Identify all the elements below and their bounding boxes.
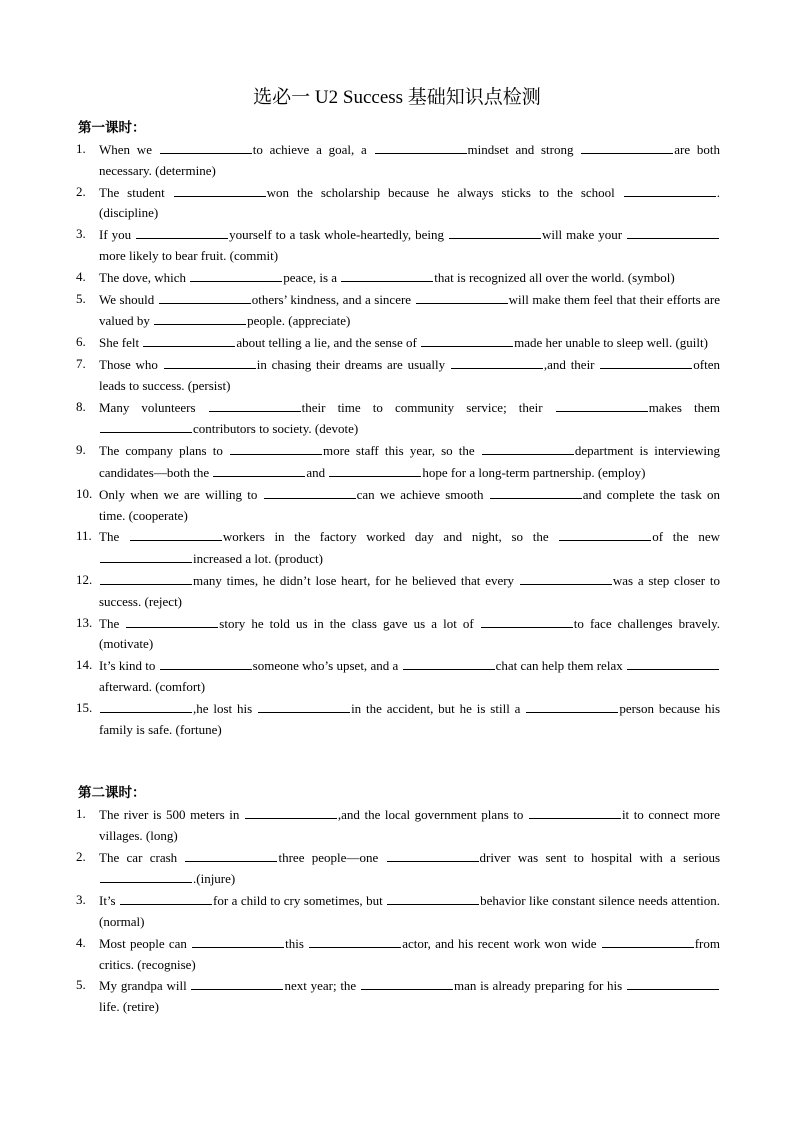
question-item xyxy=(76,698,720,741)
question-item xyxy=(76,847,720,891)
question-number: 10. xyxy=(76,485,93,501)
question-text: afterward. (comfort) xyxy=(99,678,206,694)
question-text: She felt xyxy=(99,335,143,351)
question-text: will make them feel that their efforts are valued by xyxy=(99,291,721,329)
answer-blank[interactable] xyxy=(100,548,192,563)
question-text: My grandpa will xyxy=(99,978,191,994)
question-text: department is interviewing candidates—both the xyxy=(99,443,720,480)
answer-blank[interactable] xyxy=(100,868,192,883)
question-text: this xyxy=(285,935,309,951)
answer-blank[interactable] xyxy=(190,267,282,282)
question-text: increased a lot. (product) xyxy=(193,551,323,567)
question-number: 13. xyxy=(76,614,93,630)
question-text: .(injure) xyxy=(193,871,236,887)
answer-blank[interactable] xyxy=(136,224,228,239)
question-text: others’ kindness, and a sincere xyxy=(251,291,415,307)
question-text: The company plans to xyxy=(99,443,230,459)
answer-blank[interactable] xyxy=(185,847,277,862)
answer-blank[interactable] xyxy=(154,310,246,325)
question-number: 1. xyxy=(76,141,86,156)
answer-blank[interactable] xyxy=(375,139,467,154)
question-text: and xyxy=(306,464,329,480)
question-item xyxy=(76,975,720,1018)
question-number: 3. xyxy=(76,892,86,908)
question-item xyxy=(76,267,720,289)
question-number: 6. xyxy=(76,334,86,350)
question-text: made her unable to sleep well. (guilt) xyxy=(514,335,708,351)
answer-blank[interactable] xyxy=(482,440,574,455)
answer-blank[interactable] xyxy=(451,354,543,369)
question-text: someone who’s upset, and a xyxy=(252,658,402,674)
question-text: ,he lost his xyxy=(193,700,258,716)
answer-blank[interactable] xyxy=(209,397,301,412)
answer-blank[interactable] xyxy=(559,526,651,541)
question-number: 2. xyxy=(76,848,86,864)
answer-blank[interactable] xyxy=(159,289,251,304)
question-text: of the new xyxy=(652,529,721,545)
question-text: their time to community service; their xyxy=(301,399,555,415)
page-title: 选必一 U2 Success 基础知识点检测 xyxy=(253,87,541,108)
question-text: can we achieve smooth xyxy=(356,486,489,502)
answer-blank[interactable] xyxy=(192,933,284,948)
answer-blank[interactable] xyxy=(100,418,192,433)
question-text: The river is 500 meters in xyxy=(99,807,244,822)
answer-blank[interactable] xyxy=(120,890,212,905)
question-item xyxy=(76,613,720,656)
question-text: person because his family is safe. (fortune) xyxy=(99,700,720,737)
answer-blank[interactable] xyxy=(264,484,356,499)
question-text: for a child to cry sometimes, but xyxy=(213,893,387,909)
question-text: won the scholarship because he always sticks to the school xyxy=(266,184,623,200)
answer-blank[interactable] xyxy=(581,139,673,154)
answer-blank[interactable] xyxy=(126,613,218,628)
answer-blank[interactable] xyxy=(526,698,618,713)
answer-blank[interactable] xyxy=(490,484,582,499)
answer-blank[interactable] xyxy=(164,354,256,369)
question-text: more staff this year, so the xyxy=(323,443,481,459)
answer-blank[interactable] xyxy=(309,933,401,948)
question-number: 5. xyxy=(76,977,86,993)
answer-blank[interactable] xyxy=(387,890,479,905)
question-text: often leads to success. (persist) xyxy=(99,356,720,393)
question-number: 7. xyxy=(76,355,86,371)
question-text: If you xyxy=(99,227,136,243)
question-text: from critics. (recognise) xyxy=(99,935,720,972)
question-item xyxy=(76,397,720,441)
question-item xyxy=(76,484,720,527)
answer-blank[interactable] xyxy=(449,224,541,239)
question-text: hope for a long-term partnership. (employ) xyxy=(422,464,646,480)
question-text: When we xyxy=(99,142,159,157)
answer-blank[interactable] xyxy=(329,462,421,477)
question-text: Only when we are willing to xyxy=(99,486,263,502)
answer-blank[interactable] xyxy=(100,698,192,713)
question-item xyxy=(76,354,720,397)
answer-blank[interactable] xyxy=(556,397,648,412)
question-item xyxy=(76,655,720,698)
question-text: Most people can xyxy=(99,935,192,951)
question-number: 4. xyxy=(76,934,86,950)
question-text: three people—one xyxy=(278,849,386,865)
question-text: Those who xyxy=(99,356,163,372)
question-text: was a step closer to success. (reject) xyxy=(99,572,720,609)
question-text: makes them xyxy=(648,399,720,415)
question-text: more likely to bear fruit. (commit) xyxy=(99,247,279,263)
answer-blank[interactable] xyxy=(160,655,252,670)
section-heading-1: 第一课时： xyxy=(78,120,146,136)
question-text: The car crash xyxy=(99,849,185,865)
question-text: about telling a lie, and the sense of xyxy=(236,335,421,351)
question-text: peace, is a xyxy=(283,269,341,285)
question-text: to achieve a goal, a xyxy=(252,142,374,157)
answer-blank[interactable] xyxy=(361,975,453,990)
question-list-1 xyxy=(76,139,720,740)
answer-blank[interactable] xyxy=(627,224,719,239)
answer-blank[interactable] xyxy=(258,698,350,713)
answer-blank[interactable] xyxy=(624,182,716,197)
question-number: 1. xyxy=(76,806,86,821)
question-item xyxy=(76,570,720,613)
question-text: It’s kind to xyxy=(99,658,159,674)
answer-blank[interactable] xyxy=(529,804,621,819)
question-text: yourself to a task whole-heartedly, being xyxy=(229,227,448,243)
question-text: ,and their xyxy=(543,356,600,372)
answer-blank[interactable] xyxy=(602,933,694,948)
question-list-2 xyxy=(76,804,720,1018)
question-item xyxy=(76,224,720,267)
answer-blank[interactable] xyxy=(191,975,283,990)
question-number: 15. xyxy=(76,699,93,715)
question-item xyxy=(76,332,720,354)
answer-blank[interactable] xyxy=(416,289,508,304)
question-text: are both necessary. (determine) xyxy=(99,142,721,178)
question-item xyxy=(76,933,720,976)
question-number: 4. xyxy=(76,268,86,284)
question-text: next year; the xyxy=(284,978,360,994)
answer-blank[interactable] xyxy=(600,354,692,369)
answer-blank[interactable] xyxy=(341,267,433,282)
question-text: . (discipline) xyxy=(99,184,720,221)
question-text: The xyxy=(99,529,129,545)
question-text: it to connect more villages. (long) xyxy=(99,807,721,843)
question-item xyxy=(76,139,720,182)
answer-blank[interactable] xyxy=(627,655,719,670)
question-text: to face challenges bravely. (motivate) xyxy=(99,615,720,652)
question-text: in the accident, but he is still a xyxy=(351,700,526,716)
answer-blank[interactable] xyxy=(421,332,513,347)
answer-blank[interactable] xyxy=(230,440,322,455)
question-text: actor, and his recent work won wide xyxy=(402,935,601,951)
question-text: in chasing their dreams are usually xyxy=(256,356,450,372)
question-text: man is already preparing for his xyxy=(453,978,626,994)
question-number: 11. xyxy=(76,528,92,544)
question-number: 9. xyxy=(76,442,86,458)
answer-blank[interactable] xyxy=(481,613,573,628)
question-text: behavior like constant silence needs attention. (normal) xyxy=(99,893,720,929)
question-text: workers in the factory worked day and night, so the xyxy=(222,529,559,545)
answer-blank[interactable] xyxy=(627,975,719,990)
question-text: The xyxy=(99,615,126,631)
answer-blank[interactable] xyxy=(213,462,305,477)
answer-blank[interactable] xyxy=(160,139,252,154)
answer-blank[interactable] xyxy=(100,570,192,585)
answer-blank[interactable] xyxy=(387,847,479,862)
question-item xyxy=(76,804,720,847)
question-text: Many volunteers xyxy=(99,399,208,415)
question-item xyxy=(76,440,720,484)
question-text: that is recognized all over the world. (symbol) xyxy=(434,269,675,285)
question-text: ,and the local government plans to xyxy=(337,807,528,822)
question-item xyxy=(76,289,720,333)
question-text: contributors to society. (devote) xyxy=(193,421,359,437)
question-text: mindset and strong xyxy=(467,142,581,157)
question-text: and complete the task on time. (cooperate) xyxy=(99,486,720,523)
question-text: will make your xyxy=(541,227,626,243)
question-text: many times, he didn’t lose heart, for he believed that every xyxy=(193,572,519,588)
question-number: 2. xyxy=(76,183,86,199)
question-text: The dove, which xyxy=(99,269,190,285)
question-text: life. (retire) xyxy=(99,999,159,1015)
question-text: driver was sent to hospital with a serious xyxy=(479,849,721,865)
question-number: 14. xyxy=(76,657,93,673)
question-text: We should xyxy=(99,291,158,307)
answer-blank[interactable] xyxy=(520,570,612,585)
section-heading-2: 第二课时： xyxy=(78,785,146,801)
question-number: 12. xyxy=(76,571,93,587)
question-text: story he told us in the class gave us a lot of xyxy=(219,615,480,631)
question-text: people. (appreciate) xyxy=(247,313,351,329)
question-item xyxy=(76,890,720,933)
question-item xyxy=(76,182,720,225)
answer-blank[interactable] xyxy=(245,804,337,819)
question-text: It’s xyxy=(99,893,120,909)
answer-blank[interactable] xyxy=(403,655,495,670)
question-text: The student xyxy=(99,184,173,200)
answer-blank[interactable] xyxy=(130,526,222,541)
question-number: 3. xyxy=(76,226,86,242)
question-number: 5. xyxy=(76,290,86,306)
answer-blank[interactable] xyxy=(174,182,266,197)
question-item xyxy=(76,526,720,570)
question-text: chat can help them relax xyxy=(495,658,626,674)
answer-blank[interactable] xyxy=(143,332,235,347)
question-number: 8. xyxy=(76,398,86,414)
